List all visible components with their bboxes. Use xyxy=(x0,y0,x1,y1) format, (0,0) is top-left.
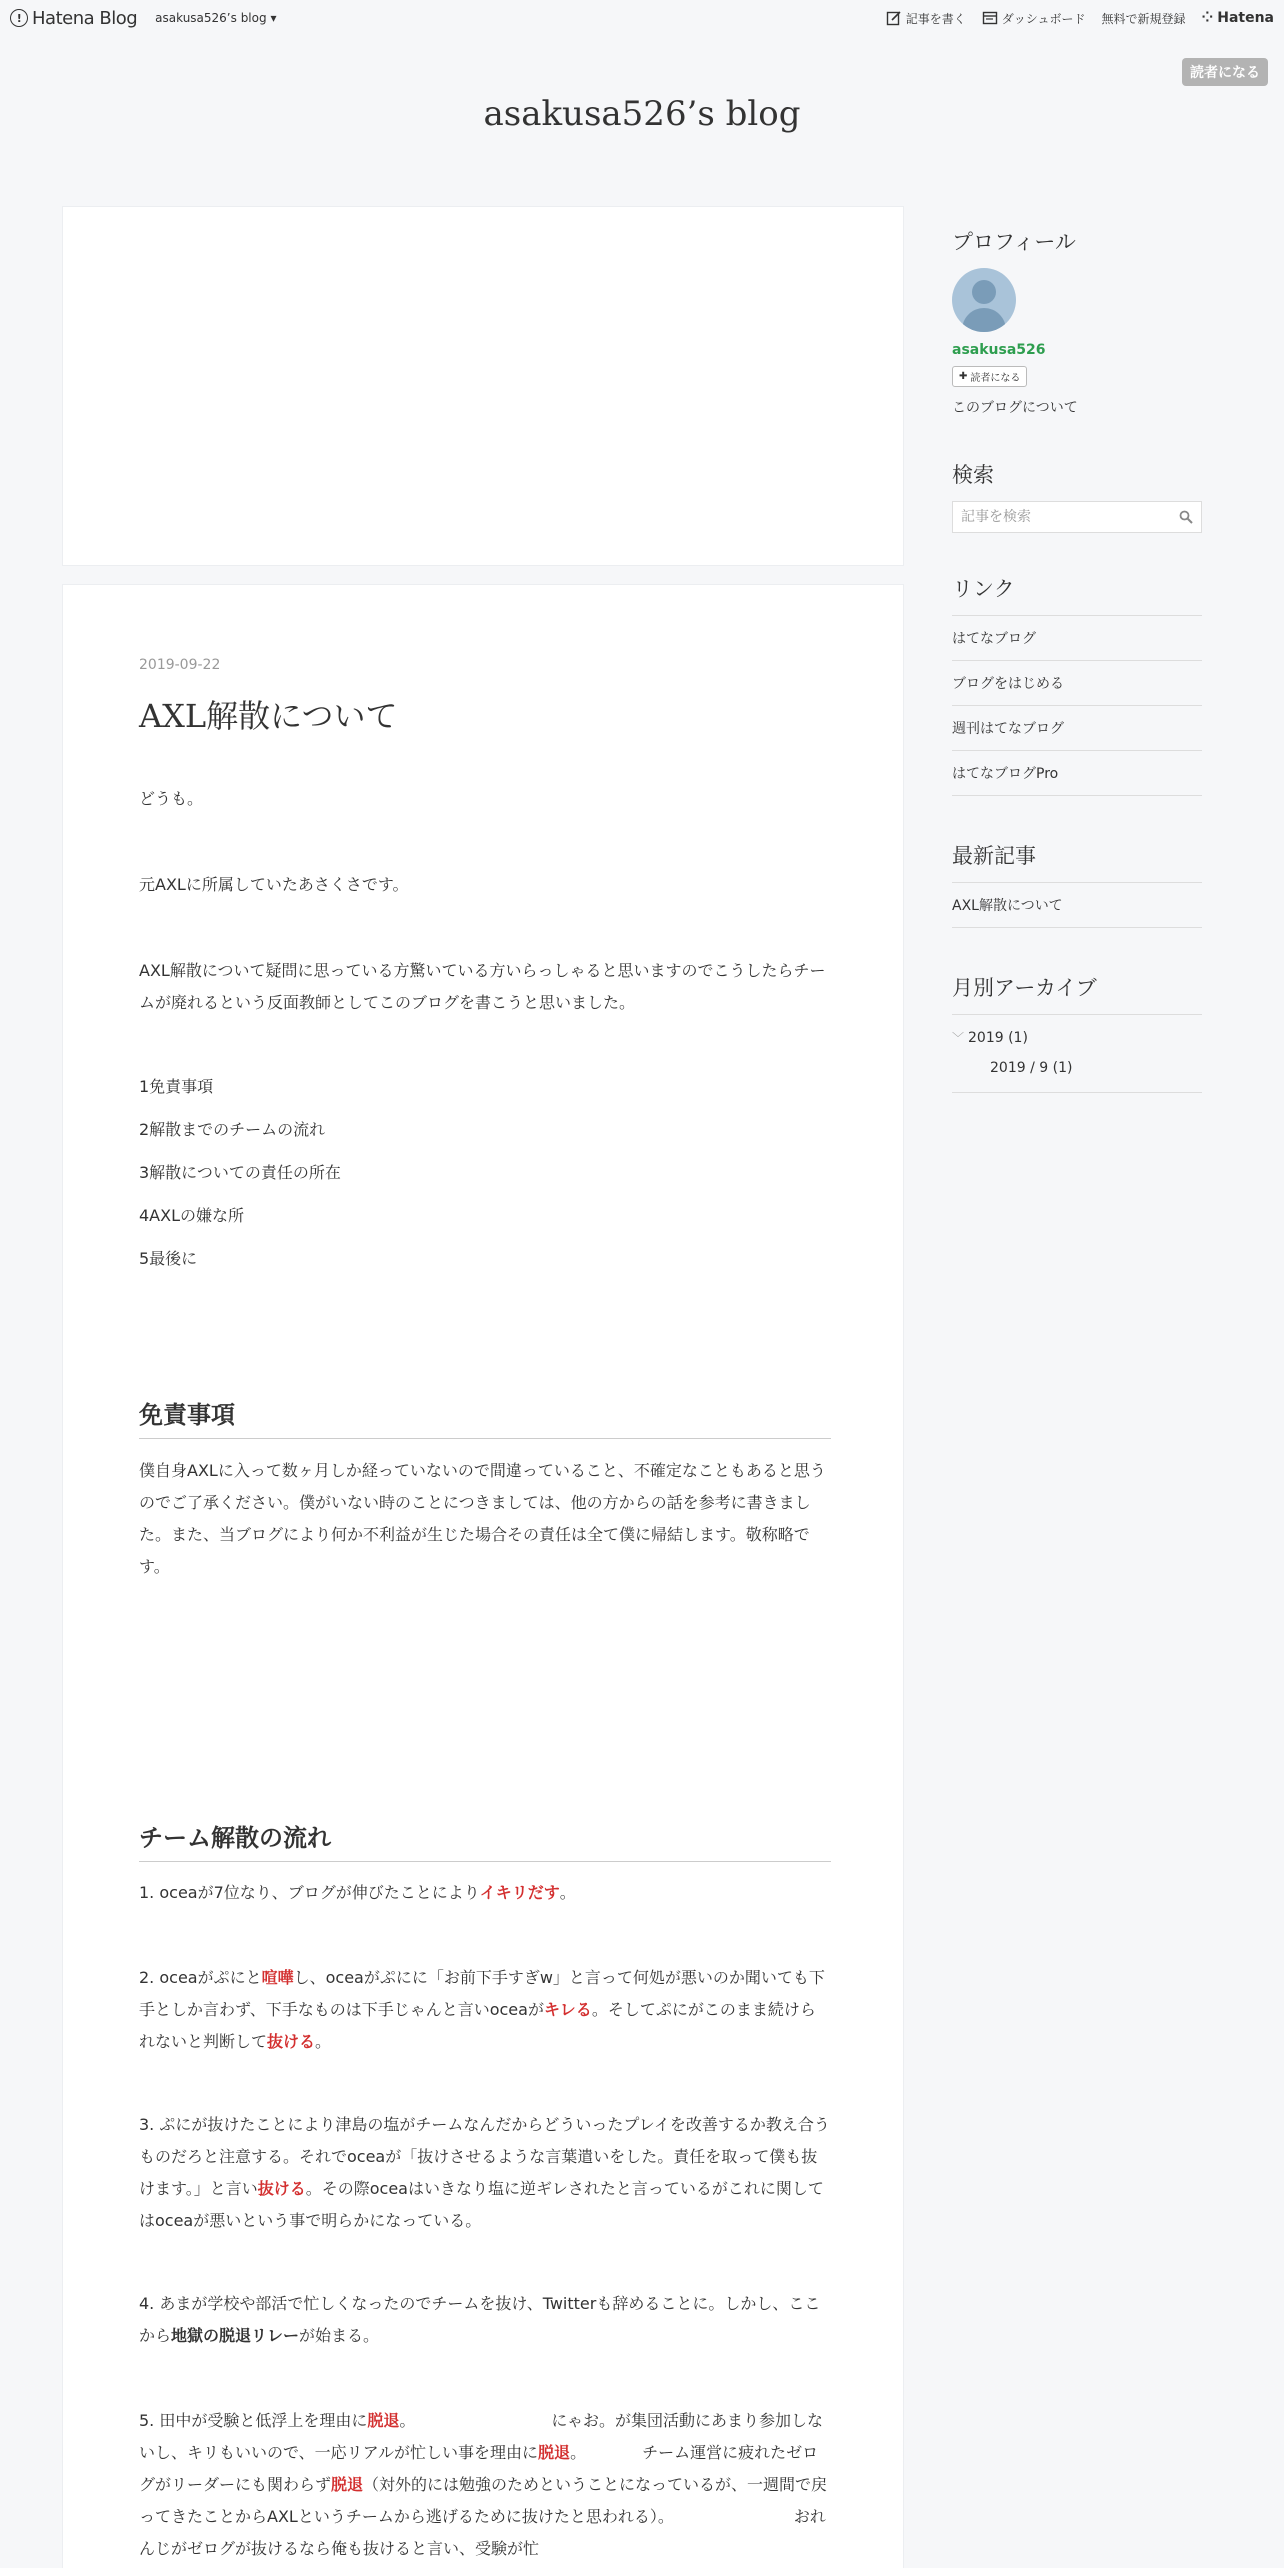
blog-switcher-label: asakusa526’s blog xyxy=(155,11,267,25)
search-icon[interactable] xyxy=(1171,510,1201,524)
plus-icon: ✚ xyxy=(959,371,968,382)
search-box xyxy=(952,501,1202,533)
avatar[interactable] xyxy=(952,268,1016,332)
sidebar xyxy=(952,206,1202,1093)
section-heading: チーム解散の流れ xyxy=(139,1818,831,1862)
entry-title[interactable]: AXL解散について xyxy=(139,697,398,735)
archive-heading: 月別アーカイブ xyxy=(952,976,1097,1000)
toc-item: 5最後に xyxy=(139,1249,198,1268)
profile-module xyxy=(952,226,1202,417)
ad-area xyxy=(62,206,904,566)
logo-text: Hatena Blog xyxy=(32,7,138,29)
section-heading: 免責事項 xyxy=(139,1395,831,1439)
recent-entry-link[interactable]: AXL解散について xyxy=(952,883,1202,928)
link-item[interactable]: ブログをはじめる xyxy=(952,661,1202,706)
profile-username[interactable]: asakusa526 xyxy=(952,342,1046,358)
paragraph: 4. あまが学校や部活で忙しくなったのでチームを抜け、Twitterも辞めることに。しかし、ここから地獄の脱退リレーが始まる。 xyxy=(139,2294,821,2345)
search-heading: 検索 xyxy=(952,463,994,487)
search-module xyxy=(952,459,1202,533)
write-post-label: 記事を書く xyxy=(905,11,966,26)
dashboard-icon xyxy=(982,10,998,26)
link-item[interactable]: 週刊はてなブログ xyxy=(952,706,1202,751)
profile-subscribe-button[interactable] xyxy=(952,366,1027,387)
link-item[interactable]: はてなブログPro xyxy=(952,751,1202,796)
paragraph: 僕自身AXLに入って数ヶ月しか経っていないので間違っていること、不確定なこともあると思うのでご了承ください。僕がいない時のことにつきましては、他の方からの話を参考に書きました。また、当ブログにより何か不利益が生じた場合その責任は全て僕に帰結します。敬称略です。 xyxy=(139,1461,826,1576)
hatena-logo-icon: ! xyxy=(10,9,28,27)
paragraph: 2. oceaがぷにと喧嘩し、oceaがぷにに「お前下手すぎw」と言って何処が悪いのか聞いても下手としか言わず、下手なものは下手じゃんと言いoceaがキレる。そしてぷにがこのまま続けられないと判断して抜ける。 xyxy=(139,1968,825,2051)
global-header xyxy=(0,0,1284,36)
dashboard-link[interactable] xyxy=(982,10,1086,27)
profile-heading: プロフィール xyxy=(952,230,1076,254)
paragraph: 元AXLに所属していたあさくさです。 xyxy=(139,875,409,894)
toc-item: 1免責事項 xyxy=(139,1077,214,1096)
edit-icon xyxy=(886,10,902,26)
archive-month[interactable]: 2019 / 9 (1) xyxy=(990,1060,1073,1076)
write-post-link[interactable] xyxy=(886,10,966,27)
dashboard-label: ダッシュボード xyxy=(1001,11,1086,26)
about-link[interactable]: このブログについて xyxy=(952,400,1078,416)
archive-year-label: 2019 (1) xyxy=(968,1029,1028,1046)
paragraph: 1. oceaが7位なり、ブログが伸びたことによりイキリだす。 xyxy=(139,1883,576,1902)
toc-item: 2解散までのチームの流れ xyxy=(139,1120,326,1139)
blog-title[interactable]: asakusa526’s blog xyxy=(483,94,801,134)
links-heading: リンク xyxy=(952,577,1015,601)
archive-year[interactable] xyxy=(952,1029,1202,1046)
profile-subscribe-label: 読者になる xyxy=(970,373,1021,384)
links-module xyxy=(952,573,1202,796)
caret-down-icon: ▾ xyxy=(270,11,277,25)
toc-item: 4AXLの嫌な所 xyxy=(139,1206,245,1225)
paragraph: 3. ぷにが抜けたことにより津島の塩がチームなんだからどういったプレイを改善するか教え合うものだろと注意する。それでoceaが「抜けさせるような言葉遣いをした。責任を取って僕も抜けます。」と言い抜ける。その際oceaはいきなり塩に逆ギレされたと言っているがこれに関してはoceaが悪いという事で明らかになっている。 xyxy=(139,2115,830,2230)
link-item[interactable]: はてなブログ xyxy=(952,616,1202,661)
register-link[interactable] xyxy=(1101,10,1185,27)
paragraph: AXL解散について疑問に思っている方驚いている方いらっしゃると思いますのでこうしたらチームが廃れるという反面教師としてこのブログを書こうと思いました。 xyxy=(139,961,826,1012)
hatena-blog-logo[interactable] xyxy=(10,8,137,29)
search-input[interactable] xyxy=(953,502,1171,532)
subscribe-button[interactable]: 読者になる xyxy=(1182,58,1268,86)
article xyxy=(62,584,904,2568)
paragraph: 5. 田中が受験と低浮上を理由に脱退。 にゃお。が集団活動にあまり参加しないし、キリもいいので、一応リアルが忙しい事を理由に脱退。 チーム運営に疲れたゼログがリーダーにも関わらず脱退（対外的には勉強のためということになっているが、一週間で戻ってきたことからAXLというチームから逃げるために抜けたと思われる）。 おれんじがゼログが抜けるなら俺も抜けると言い、受験が忙 xyxy=(139,2411,828,2558)
register-label: 無料で新規登録 xyxy=(1101,11,1186,26)
paragraph: どうも。 xyxy=(139,789,204,808)
archive-module xyxy=(952,972,1202,1093)
recent-entries-module xyxy=(952,840,1202,928)
hatena-label: Hatena xyxy=(1217,10,1274,26)
chevron-down-icon: ﹀ xyxy=(952,1031,965,1045)
toc-item: 3解散についての責任の所在 xyxy=(139,1163,341,1182)
hatena-dots-icon: ⁘ xyxy=(1201,10,1214,26)
hatena-menu[interactable] xyxy=(1202,10,1275,26)
blog-switcher[interactable] xyxy=(155,11,276,25)
header-actions xyxy=(886,10,1274,27)
entry-date[interactable]: 2019-09-22 xyxy=(139,657,221,673)
recent-heading: 最新記事 xyxy=(952,844,1036,868)
